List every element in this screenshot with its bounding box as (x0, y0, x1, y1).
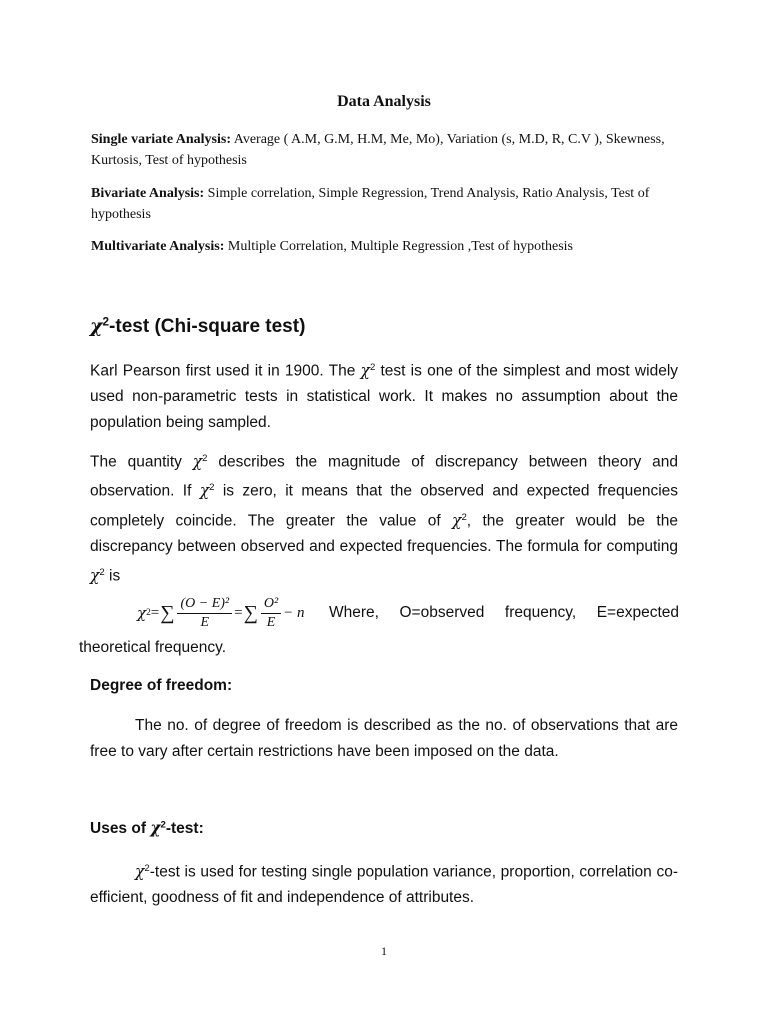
single-variate-label: Single variate Analysis: (91, 132, 232, 147)
intro-text-a: Karl Pearson first used it in 1900. The (90, 362, 361, 380)
formula-where-continuation: theoretical frequency. (79, 639, 227, 656)
fraction-numerator: (O − E)² (177, 595, 232, 614)
single-variate-text: Average ( A.M, G.M, H.M, Me, Mo), Variation (s, M.D, R, C.V ), Skewness, Kurtosis, Test of hypothesis (91, 132, 665, 168)
formula-equals: = (234, 604, 243, 621)
chi-superscript: 2 (160, 819, 166, 831)
fraction-numerator: O² (261, 595, 281, 614)
multivariate-label: Multivariate Analysis: (91, 239, 225, 254)
multivariate-paragraph (91, 236, 681, 257)
chi-symbol: χ (90, 566, 100, 585)
single-variate-paragraph (91, 129, 681, 171)
degree-of-freedom-paragraph: The no. of degree of freedom is described as the no. of observations that are free to vary after certain restrictions have been imposed on the data. (90, 717, 678, 760)
uses-heading (90, 818, 204, 838)
chi-symbol: χ (199, 481, 210, 500)
uses-text: -test is used for testing single population variance, proportion, correlation co-efficient, goodness of fit and independence of attributes. (90, 863, 678, 907)
quantity-paragraph (90, 446, 678, 589)
fraction-denominator: E (200, 614, 210, 630)
sigma-symbol: ∑ (160, 601, 175, 624)
bivariate-paragraph (91, 183, 681, 225)
intro-paragraph (90, 355, 678, 436)
chi-superscript: 2 (461, 511, 467, 523)
fraction-observed-minus-expected (177, 595, 232, 632)
fraction-observed-squared (261, 595, 281, 632)
chi-superscript: 2 (202, 453, 208, 464)
chi-square-heading (90, 315, 305, 338)
chi-symbol: χ (150, 818, 161, 837)
multivariate-text: Multiple Correlation, Multiple Regression ,Test of hypothesis (224, 239, 573, 254)
chi-symbol: χ (452, 510, 462, 529)
quantity-text-d: , the greater would be the discrepancy between observed and expected frequencies. The formula for computing (90, 511, 678, 555)
degree-of-freedom-heading: Degree of freedom: (90, 677, 233, 694)
chi-symbol: χ (192, 452, 203, 471)
uses-heading-prefix: Uses of (90, 820, 151, 837)
bivariate-text: Simple correlation, Simple Regression, Trend Analysis, Ratio Analysis, Test of hypothesis (91, 186, 650, 222)
chi-symbol: χ (90, 315, 103, 337)
chi-superscript: 2 (209, 482, 215, 494)
formula-where-text: Where, O=observed frequency, E=expected (329, 604, 679, 621)
bivariate-label: Bivariate Analysis: (91, 186, 205, 201)
quantity-text-c: is zero, it means that the observed and expected frequencies completely coincide. The greater the value of (90, 482, 679, 529)
chi-superscript: 2 (102, 315, 110, 329)
chi-superscript: 2 (369, 362, 376, 373)
chi-superscript: 2 (144, 863, 150, 874)
quantity-text-e: is (104, 567, 121, 585)
formula-row (137, 590, 679, 636)
chi-superscript: 2 (146, 608, 151, 618)
quantity-text-b: describes the magnitude of discrepancy between theory and observation. If (90, 453, 678, 500)
chi-symbol: χ (137, 604, 147, 622)
sigma-symbol: ∑ (243, 601, 258, 624)
formula-equals: = (150, 604, 160, 621)
formula-minus-n: − n (283, 604, 305, 621)
quantity-text-a: The quantity (90, 453, 193, 471)
chi-symbol: χ (135, 862, 145, 881)
chi-square-formula (137, 590, 305, 636)
uses-paragraph (90, 856, 678, 911)
fraction-denominator: E (266, 614, 276, 630)
page-number: 1 (381, 944, 387, 958)
chi-heading-text: -test (Chi-square test) (109, 316, 306, 337)
intro-text-b: test is one of the simplest and most widely used non-parametric tests in statistical work. It makes no assumption about the population being sampled. (90, 362, 679, 432)
chi-symbol: χ (360, 361, 370, 380)
page-title: Data Analysis (337, 93, 431, 110)
uses-heading-suffix: -test: (165, 820, 204, 837)
chi-superscript: 2 (99, 566, 105, 578)
